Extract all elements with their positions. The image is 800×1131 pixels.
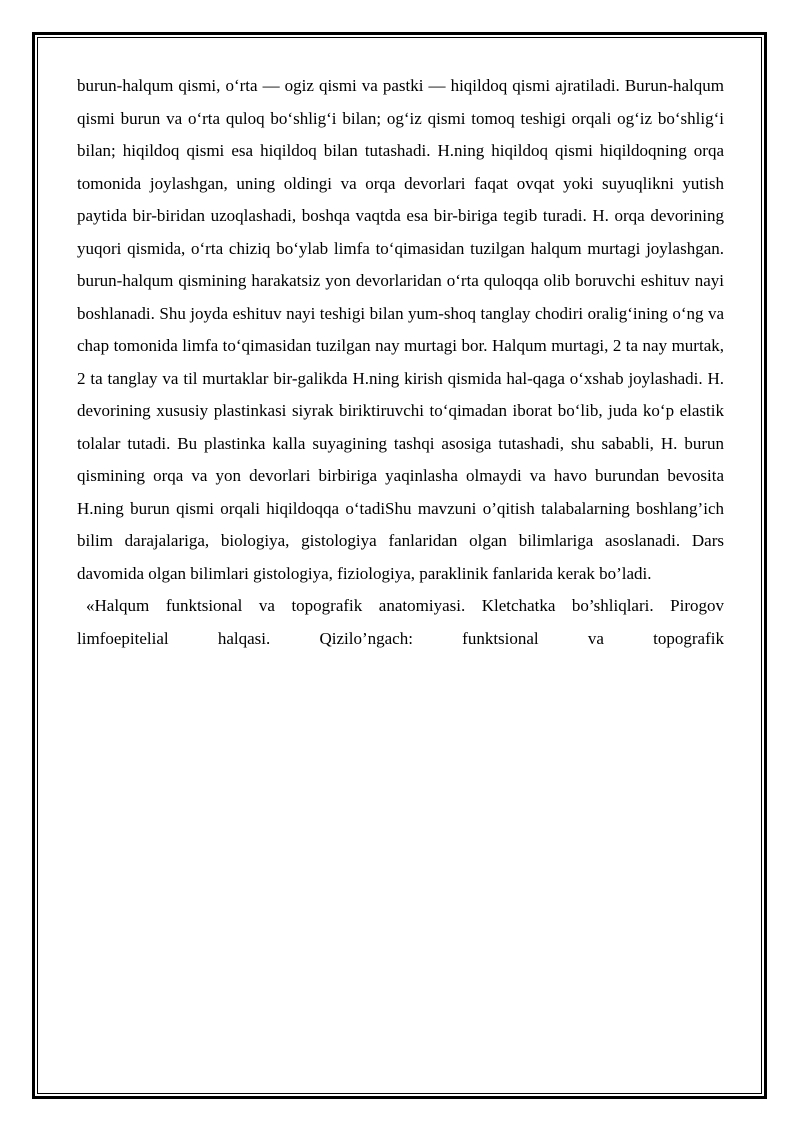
paragraph-topic-title: «Halqum funktsional va topografik anatomiyasi. Kletchatka bo’shliqlari. Pirogov limfoepitelial halqasi. Qizilo’ngach: funktsional va topografik [77,596,724,648]
document-body [77,70,724,655]
paragraph-pharynx-anatomy: burun-halqum qismi, o‘rta — ogiz qismi va pastki — hiqildoq qismi ajratiladi. Burun-halqum qismi burun va o‘rta quloq bo‘shlig‘i bilan; og‘iz qismi tomoq teshigi orqali og‘iz bo‘shlig‘i bilan; hiqildoq qismi esa hiqildoq bilan tutashadi. H.ning hiqildoq qismi hiqildoqning orqa tomonida joylashgan, uning oldingi va orqa devorlari faqat ovqat yoki suyuqlikni yutish paytida bir-biridan uzoqlashadi, boshqa vaqtda esa bir-biriga tegib turadi. H. orqa devorining yuqori qismida, o‘rta chiziq bo‘ylab limfa to‘qimasidan tuzilgan halqum murtagi joylashgan. burun-halqum qismining harakatsiz yon devorlaridan o‘rta quloqqa olib boruvchi eshituv nayi boshlanadi. Shu joyda eshituv nayi teshigi bilan yum-shoq tanglay chodiri oralig‘ining o‘ng va chap tomonida limfa to‘qimasidan tuzilgan nay murtagi bor. Halqum murtagi, 2 ta nay murtak, 2 ta tanglay va til murtaklar bir-galikda H.ning kirish qismida hal-qaga o‘xshab joylashadi. H. devorining xususiy plastinkasi siyrak biriktiruvchi to‘qimadan iborat bo‘lib, juda ko‘p elastik tolalar tutadi. Bu plastinka kalla suyagining tashqi asosiga tutashadi, shu sababli, H. burun qismining orqa va yon devorlari birbiriga yaqinlasha olmaydi va havo burundan bevosita H.ning burun qismi orqali hiqildoqqa o‘tadiShu mavzuni o’qitish talabalarning boshlang’ich bilim darajalariga, biologiya, gistologiya fanlaridan olgan bilimlariga asoslanadi. Dars davomida olgan bilimlari gistologiya, fiziologiya, paraklinik fanlarida kerak bo’ladi. [77,76,724,583]
